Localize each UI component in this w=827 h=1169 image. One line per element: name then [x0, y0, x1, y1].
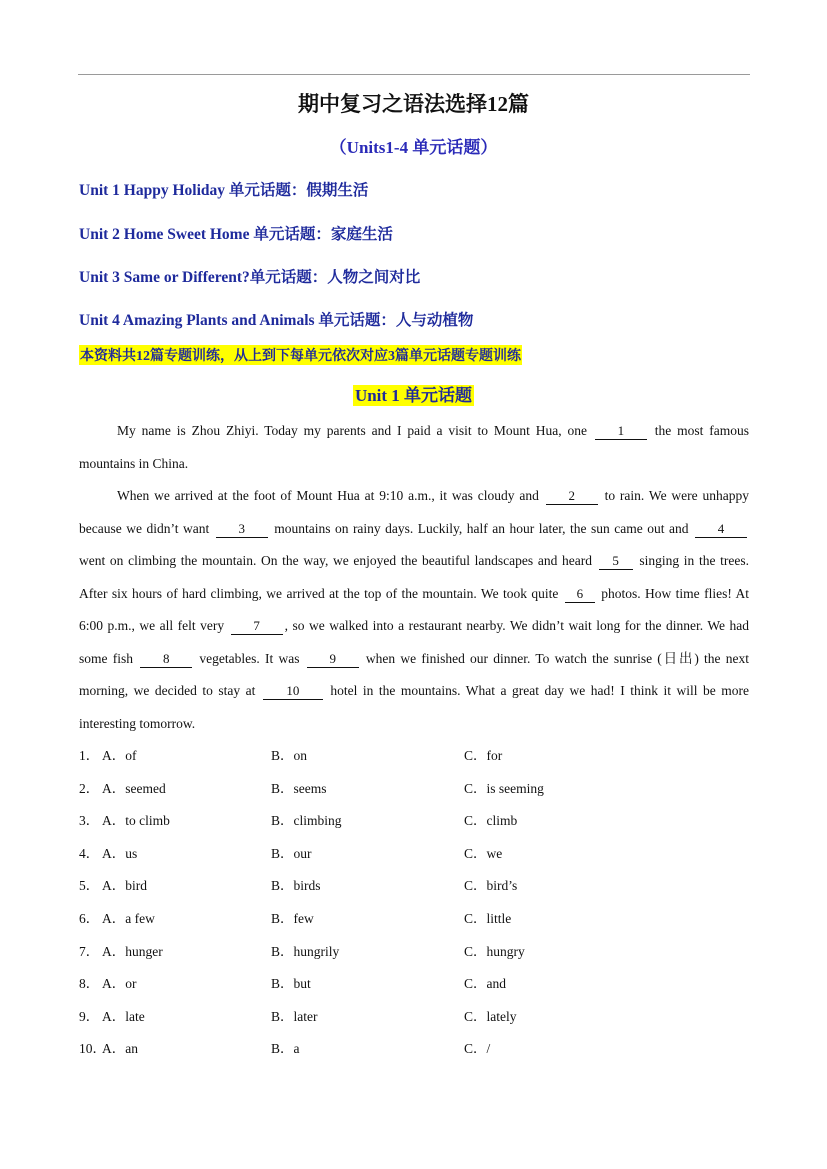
passage-text: the most famous mountains in China.: [79, 423, 749, 471]
unit-4-topic: Unit 4 Amazing Plants and Animals 单元话题：人与动植物: [79, 312, 474, 329]
question-number: 8．: [79, 976, 100, 992]
blank-6: 6: [565, 586, 595, 603]
question-row: [79, 936, 749, 969]
option-c: C．lately: [464, 1008, 517, 1024]
option-a: A．a few: [102, 910, 155, 926]
option-b: B．a: [271, 1041, 300, 1057]
option-a: A．us: [102, 845, 138, 861]
option-b: B．climbing: [271, 813, 342, 829]
option-c: C．climb: [464, 813, 518, 829]
option-a: A．hunger: [102, 943, 163, 959]
question-row: [79, 740, 749, 773]
blank-9: 9: [307, 651, 359, 668]
option-b: B．but: [271, 976, 311, 992]
passage-text: photos. How time flies! At 6:00 p.m., we all felt very: [79, 585, 749, 633]
question-number: 3．: [79, 813, 100, 829]
passage-text: to rain. We were unhappy because we didn’t want: [79, 488, 749, 536]
passage-text: My name is Zhou Zhiyi. Today my parents and I paid a visit to Mount Hua, one: [117, 423, 593, 438]
question-row: [79, 838, 749, 871]
option-a: A．seemed: [102, 780, 166, 796]
passage-text: , so we walked into a restaurant nearby. We didn’t wait long for the dinner. We had some fish: [79, 618, 749, 666]
question-row: [79, 805, 749, 838]
page-subtitle: （Units1-4 单元话题）: [329, 138, 498, 157]
passage-text: when we finished our dinner. To watch the sunrise (日出) the next morning, we decided to stay at: [79, 650, 749, 698]
question-number: 2．: [79, 780, 100, 796]
option-b: B．on: [271, 748, 308, 763]
option-b: B．hungrily: [271, 943, 340, 959]
option-c: C．/: [464, 1041, 491, 1057]
blank-5: 5: [599, 553, 633, 570]
passage-text: mountains on rainy days. Luckily, half an hour later, the sun came out and: [269, 520, 693, 536]
question-row: [79, 870, 749, 903]
option-b: B．seems: [271, 780, 327, 796]
option-c: C．is seeming: [464, 780, 544, 796]
blank-4: 4: [695, 521, 747, 538]
question-number: 6．: [79, 910, 100, 926]
unit-heading-text: Unit 1 单元话题: [354, 386, 473, 405]
option-a: A．to climb: [102, 813, 170, 829]
option-c: C．hungry: [464, 943, 525, 959]
passage-text: went on climbing the mountain. On the way, we enjoyed the beautiful landscapes and heard: [79, 553, 597, 568]
blank-10: 10: [263, 683, 323, 700]
option-a: A．an: [102, 1041, 138, 1057]
passage-text: vegetables. It was: [194, 650, 305, 666]
passage-paragraph-2: [79, 480, 749, 740]
question-number: 9．: [79, 1008, 100, 1024]
question-row: [79, 1033, 749, 1066]
unit-3-topic: Unit 3 Same or Different?单元话题：人物之间对比: [79, 269, 421, 286]
option-b: B．later: [271, 1008, 318, 1024]
blank-7: 7: [231, 618, 283, 635]
option-a: A．late: [102, 1008, 145, 1024]
option-b: B．birds: [271, 878, 321, 894]
unit-heading: [0, 381, 827, 406]
unit-2-topic: Unit 2 Home Sweet Home 单元话题：家庭生活: [79, 226, 393, 243]
question-number: 7．: [79, 943, 100, 959]
option-c: C．bird’s: [464, 878, 518, 894]
question-row: [79, 773, 749, 806]
question-row: [79, 968, 749, 1001]
passage-text: When we arrived at the foot of Mount Hua at 9:10 a.m., it was cloudy and: [117, 488, 544, 503]
option-c: C．we: [464, 845, 503, 861]
option-b: B．few: [271, 910, 314, 926]
question-number: 4．: [79, 845, 100, 861]
passage-paragraph-1: [79, 415, 749, 480]
question-number: 1．: [79, 748, 100, 763]
passage-text: hotel in the mountains. What a great day we had! I think it will be more interesting tomorrow.: [79, 683, 749, 731]
option-b: B．our: [271, 845, 312, 861]
unit-1-topic: Unit 1 Happy Holiday 单元话题：假期生活: [79, 182, 369, 199]
page-title: 期中复习之语法选择12篇: [298, 92, 529, 116]
blank-8: 8: [140, 651, 192, 668]
blank-1: 1: [595, 423, 647, 440]
blank-3: 3: [216, 521, 268, 538]
header-rule: [78, 74, 750, 75]
option-c: C．little: [464, 910, 512, 926]
option-a: A．or: [102, 976, 137, 992]
blank-2: 2: [546, 488, 598, 505]
option-c: C．for: [464, 748, 503, 763]
option-a: A．of: [102, 748, 137, 763]
passage-text: singing in the trees. After six hours of hard climbing, we arrived at the top of the mountain. We took quite: [79, 553, 749, 601]
question-row: [79, 1001, 749, 1034]
question-number: 10．: [79, 1041, 106, 1057]
question-options: [79, 740, 749, 1066]
highlight-note: 本资料共12篇专题训练，从上到下每单元依次对应3篇单元话题专题训练: [79, 345, 522, 365]
option-a: A．bird: [102, 878, 147, 894]
option-c: C．and: [464, 976, 506, 992]
question-row: [79, 903, 749, 936]
question-number: 5．: [79, 878, 100, 894]
